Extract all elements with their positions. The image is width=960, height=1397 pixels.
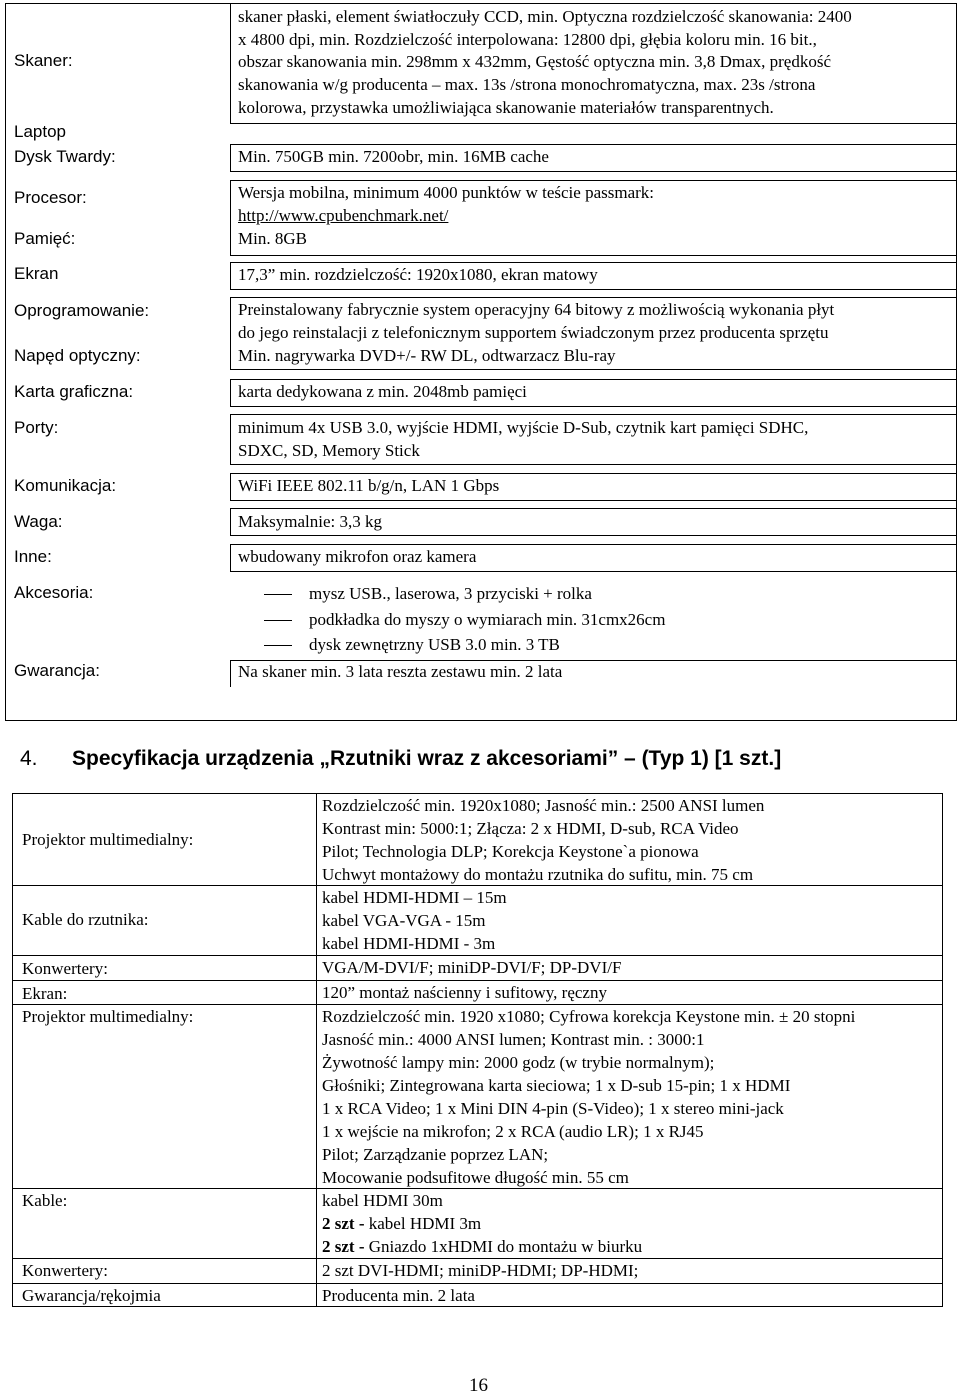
projector2-spec-line: 1 x RCA Video; 1 x Mini DIN 4-pin (S-Video); 1 x stereo mini-jack [322,1099,784,1118]
screen-value: 17,3” min. rozdzielczość: 1920x1080, ekran matowy [238,265,598,284]
row-label-ports: Porty: [14,418,59,437]
row-label-warranty: Gwarancja: [14,661,100,680]
row-label-weight: Waga: [14,512,63,531]
projector-spec-line: Pilot; Technologia DLP; Korekcja Keystone`a pionowa [322,842,699,861]
list-dash [264,620,292,621]
scanner-value-line: obszar skanowania min. 298mm x 432mm, Gęstość optyczna min. 3,8 Dmax, prędkość [238,52,831,71]
list-dash [264,645,292,646]
quantity-prefix: 2 szt [322,1237,355,1256]
projector2-spec-line: Żywotność lampy min: 2000 godz (w trybie normalnym); [322,1053,715,1072]
scanner-value-line: x 4800 dpi, min. Rozdzielczość interpolowana: 12800 dpi, głębia koloru min. 16 bit., [238,30,817,49]
quantity-separator: - [354,1237,369,1256]
memory-value: Min. 8GB [238,229,307,248]
graphics-value: karta dedykowana z min. 2048mb pamięci [238,382,527,401]
projector2-spec-line: Pilot; Zarządzanie poprzez LAN; [322,1145,549,1164]
projector2-spec-line: Mocowanie podsufitowe długość min. 55 cm [322,1168,629,1187]
projector-spec-line: Rozdzielczość min. 1920x1080; Jasność min.: 2500 ANSI lumen [322,796,765,815]
row-label-projector-cables: Kable do rzutnika: [22,910,149,929]
row-label-projector: Projektor multimedialny: [22,830,194,849]
row-label-screen: Ekran [14,264,59,283]
accessory-item: podkładka do myszy o wymiarach min. 31cmx26cm [309,610,666,629]
converters2-value: 2 szt DVI-HDMI; miniDP-HDMI; DP-HDMI; [322,1261,639,1280]
scanner-value-line: skanowania w/g producenta – max. 13s /strona monochromatyczna, max. 23s /strona [238,75,816,94]
cpu-value: Wersja mobilna, minimum 4000 punktów w teście passmark: [238,183,655,202]
projector2-spec-line: Jasność min.: 4000 ANSI lumen; Kontrast min. : 3000:1 [322,1030,705,1049]
row-label-optical-drive: Napęd optyczny: [14,346,141,365]
row-label-hdd: Dysk Twardy: [14,147,116,166]
converters-value: VGA/M-DVI/F; miniDP-DVI/F; DP-DVI/F [322,958,622,977]
row-label-cpu: Procesor: [14,188,87,207]
row-label-communication: Komunikacja: [14,476,117,495]
hdd-value: Min. 750GB min. 7200obr, min. 16MB cache [238,147,549,166]
row-label-converters: Konwertery: [22,959,108,978]
cable-item: kabel HDMI 30m [322,1191,443,1210]
projector2-spec-line: Rozdzielczość min. 1920 x1080; Cyfrowa korekcja Keystone min. ± 20 stopni [322,1007,856,1026]
projector-spec-line: Uchwyt montażowy do montażu rzutnika do sufitu, min. 75 cm [322,865,754,884]
scanner-value-line: skaner płaski, element światłoczuły CCD, min. Optyczna rozdzielczość skanowania: 2400 [238,7,852,26]
row-label-converters-2: Konwertery: [22,1261,108,1280]
scanner-value-line: kolorowa, przystawka umożliwiająca skanowanie materiałów transparentnych. [238,98,774,117]
software-value-line: Preinstalowany fabrycznie system operacyjny 64 bitowy z możliwością wykonania płyt [238,300,835,319]
projector-cable-line: kabel HDMI-HDMI - 3m [322,934,496,953]
row-label-warranty: Gwarancja/rękojmia [22,1286,161,1305]
projector-spec-line: Kontrast min: 5000:1; Złącza: 2 x HDMI, D-sub, RCA Video [322,819,739,838]
warranty-value: Producenta min. 2 lata [322,1286,475,1305]
communication-value: WiFi IEEE 802.11 b/g/n, LAN 1 Gbps [238,476,500,495]
software-value-line: do jego reinstalacji z telefonicznym supportem świadczonym przez producenta sprzętu [238,323,829,342]
projector2-spec-line: Głośniki; Zintegrowana karta sieciowa; 1 x D-sub 15-pin; 1 x HDMI [322,1076,791,1095]
cable-item [322,1236,642,1258]
row-label-accessories: Akcesoria: [14,583,94,602]
row-label-software: Oprogramowanie: [14,301,150,320]
section-number: 4. [20,747,38,770]
row-label-graphics: Karta graficzna: [14,382,134,401]
row-label-laptop: Laptop [14,122,66,141]
section-heading [20,745,38,773]
row-label-other: Inne: [14,547,52,566]
quantity-prefix: 2 szt [322,1214,355,1233]
ports-value-line: minimum 4x USB 3.0, wyjście HDMI, wyjście D-Sub, czytnik kart pamięci SDHC, [238,418,809,437]
projector-cable-line: kabel HDMI-HDMI – 15m [322,888,507,907]
other-value: wbudowany mikrofon oraz kamera [238,547,477,566]
row-label-memory: Pamięć: [14,229,76,248]
cable-item-text: kabel HDMI 3m [368,1214,482,1233]
accessory-item: mysz USB., laserowa, 3 przyciski + rolka [309,584,592,603]
warranty-value: Na skaner min. 3 lata reszta zestawu min. 2 lata [238,662,563,681]
optical-drive-value: Min. nagrywarka DVD+/- RW DL, odtwarzacz Blu-ray [238,346,616,365]
projector-cable-line: kabel VGA-VGA - 15m [322,911,486,930]
quantity-separator: - [354,1214,369,1233]
row-label-projector-2: Projektor multimedialny: [22,1007,194,1026]
cable-item [322,1213,481,1235]
row-label-scanner: Skaner: [14,51,73,70]
section-title: Specyfikacja urządzenia „Rzutniki wraz z akcesoriami” – (Typ 1) [1 szt.] [72,747,782,770]
ports-value-line: SDXC, SD, Memory Stick [238,441,420,460]
page-number: 16 [469,1375,488,1396]
accessory-item: dysk zewnętrzny USB 3.0 min. 3 TB [309,635,560,654]
screen-value: 120” montaż naścienny i sufitowy, ręczny [322,983,607,1002]
row-label-cables: Kable: [22,1191,68,1210]
row-label-screen: Ekran: [22,984,68,1003]
weight-value: Maksymalnie: 3,3 kg [238,512,383,531]
cpubenchmark-link[interactable]: http://www.cpubenchmark.net/ [238,206,449,225]
cable-item-text: Gniazdo 1xHDMI do montażu w biurku [368,1237,643,1256]
projector2-spec-line: 1 x wejście na mikrofon; 2 x RCA (audio LR); 1 x RJ45 [322,1122,704,1141]
list-dash [264,594,292,595]
